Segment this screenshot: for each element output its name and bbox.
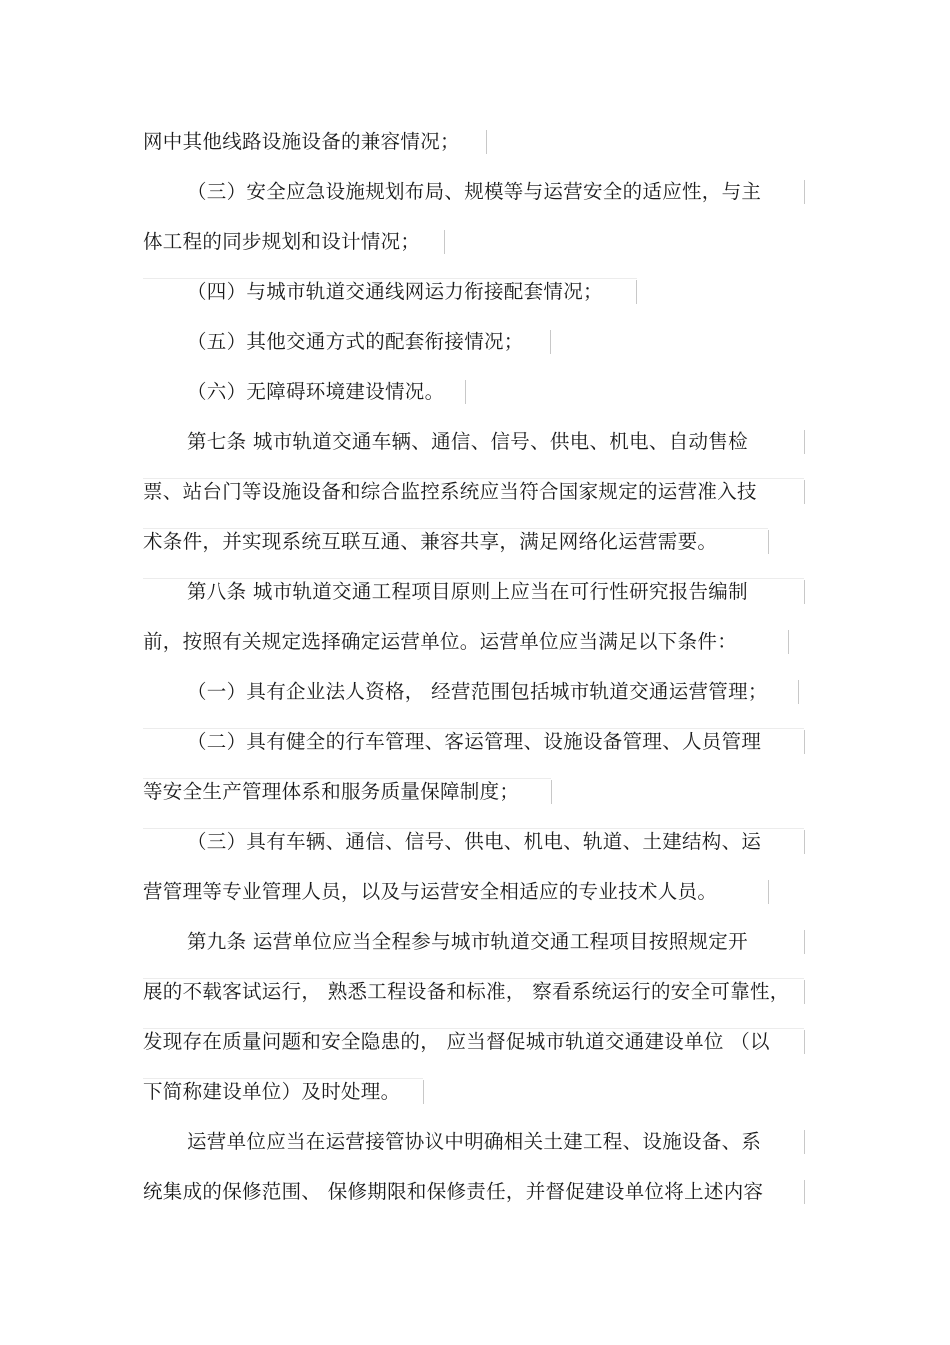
line-end-marker — [423, 1080, 424, 1104]
text-line: 运营单位应当在运营接管协议中明确相关土建工程、设施设备、系 — [187, 1130, 762, 1153]
text-line: （四）与城市轨道交通线网运力衔接配套情况； — [187, 280, 603, 303]
line-end-marker — [804, 430, 805, 454]
text-line: （一）具有企业法人资格， 经营范围包括城市轨道交通运营管理； — [187, 680, 768, 703]
line-end-marker — [804, 1030, 805, 1054]
text-line: 票、站台门等设施设备和综合监控系统应当符合国家规定的运营准入技 — [143, 480, 757, 503]
text-line: 等安全生产管理体系和服务质量保障制度； — [143, 780, 520, 803]
line-end-marker — [444, 230, 445, 254]
line-end-marker — [804, 180, 805, 204]
text-line: 第九条 运营单位应当全程参与城市轨道交通工程项目按照规定开 — [187, 930, 748, 953]
line-end-marker — [486, 130, 487, 154]
line-end-marker — [465, 380, 466, 404]
text-line: 术条件，并实现系统互联互通、兼容共享，满足网络化运营需要。 — [143, 530, 718, 553]
text-line: 第七条 城市轨道交通车辆、通信、信号、供电、机电、自动售检 — [187, 430, 748, 453]
text-line: 发现存在质量问题和安全隐患的， 应当督促城市轨道交通建设单位 （以 — [143, 1030, 770, 1053]
line-end-marker — [804, 730, 805, 754]
line-end-marker — [804, 1180, 805, 1204]
line-end-marker — [768, 880, 769, 904]
line-end-marker — [804, 980, 805, 1004]
line-end-marker — [804, 830, 805, 854]
line-end-marker — [550, 330, 551, 354]
line-end-marker — [551, 780, 552, 804]
text-line: 体工程的同步规划和设计情况； — [143, 230, 421, 253]
text-line: 前，按照有关规定选择确定运营单位。运营单位应当满足以下条件： — [143, 630, 738, 653]
text-line: （三）具有车辆、通信、信号、供电、机电、轨道、土建结构、运 — [187, 830, 762, 853]
text-line: 营管理等专业管理人员，以及与运营安全相适应的专业技术人员。 — [143, 880, 718, 903]
line-end-marker — [768, 530, 769, 554]
text-line: 网中其他线路设施设备的兼容情况； — [143, 130, 460, 153]
line-end-marker — [636, 280, 637, 304]
line-end-marker — [798, 680, 799, 704]
line-end-marker — [788, 630, 789, 654]
text-line: （三）安全应急设施规划布局、规模等与运营安全的适应性，与主 — [187, 180, 762, 203]
text-line: （六）无障碍环境建设情况。 — [187, 380, 445, 403]
line-end-marker — [804, 930, 805, 954]
text-line: 下简称建设单位）及时处理。 — [143, 1080, 401, 1103]
line-end-marker — [804, 1130, 805, 1154]
text-line: 第八条 城市轨道交通工程项目原则上应当在可行性研究报告编制 — [187, 580, 748, 603]
text-line: （二）具有健全的行车管理、客运管理、设施设备管理、人员管理 — [187, 730, 762, 753]
text-line: （五）其他交通方式的配套衔接情况； — [187, 330, 524, 353]
text-line: 统集成的保修范围、 保修期限和保修责任，并督促建设单位将上述内容 — [143, 1180, 764, 1203]
line-end-marker — [804, 580, 805, 604]
text-line: 展的不载客试运行， 熟悉工程设备和标准， 察看系统运行的安全可靠性， — [143, 980, 790, 1003]
line-end-marker — [804, 480, 805, 504]
